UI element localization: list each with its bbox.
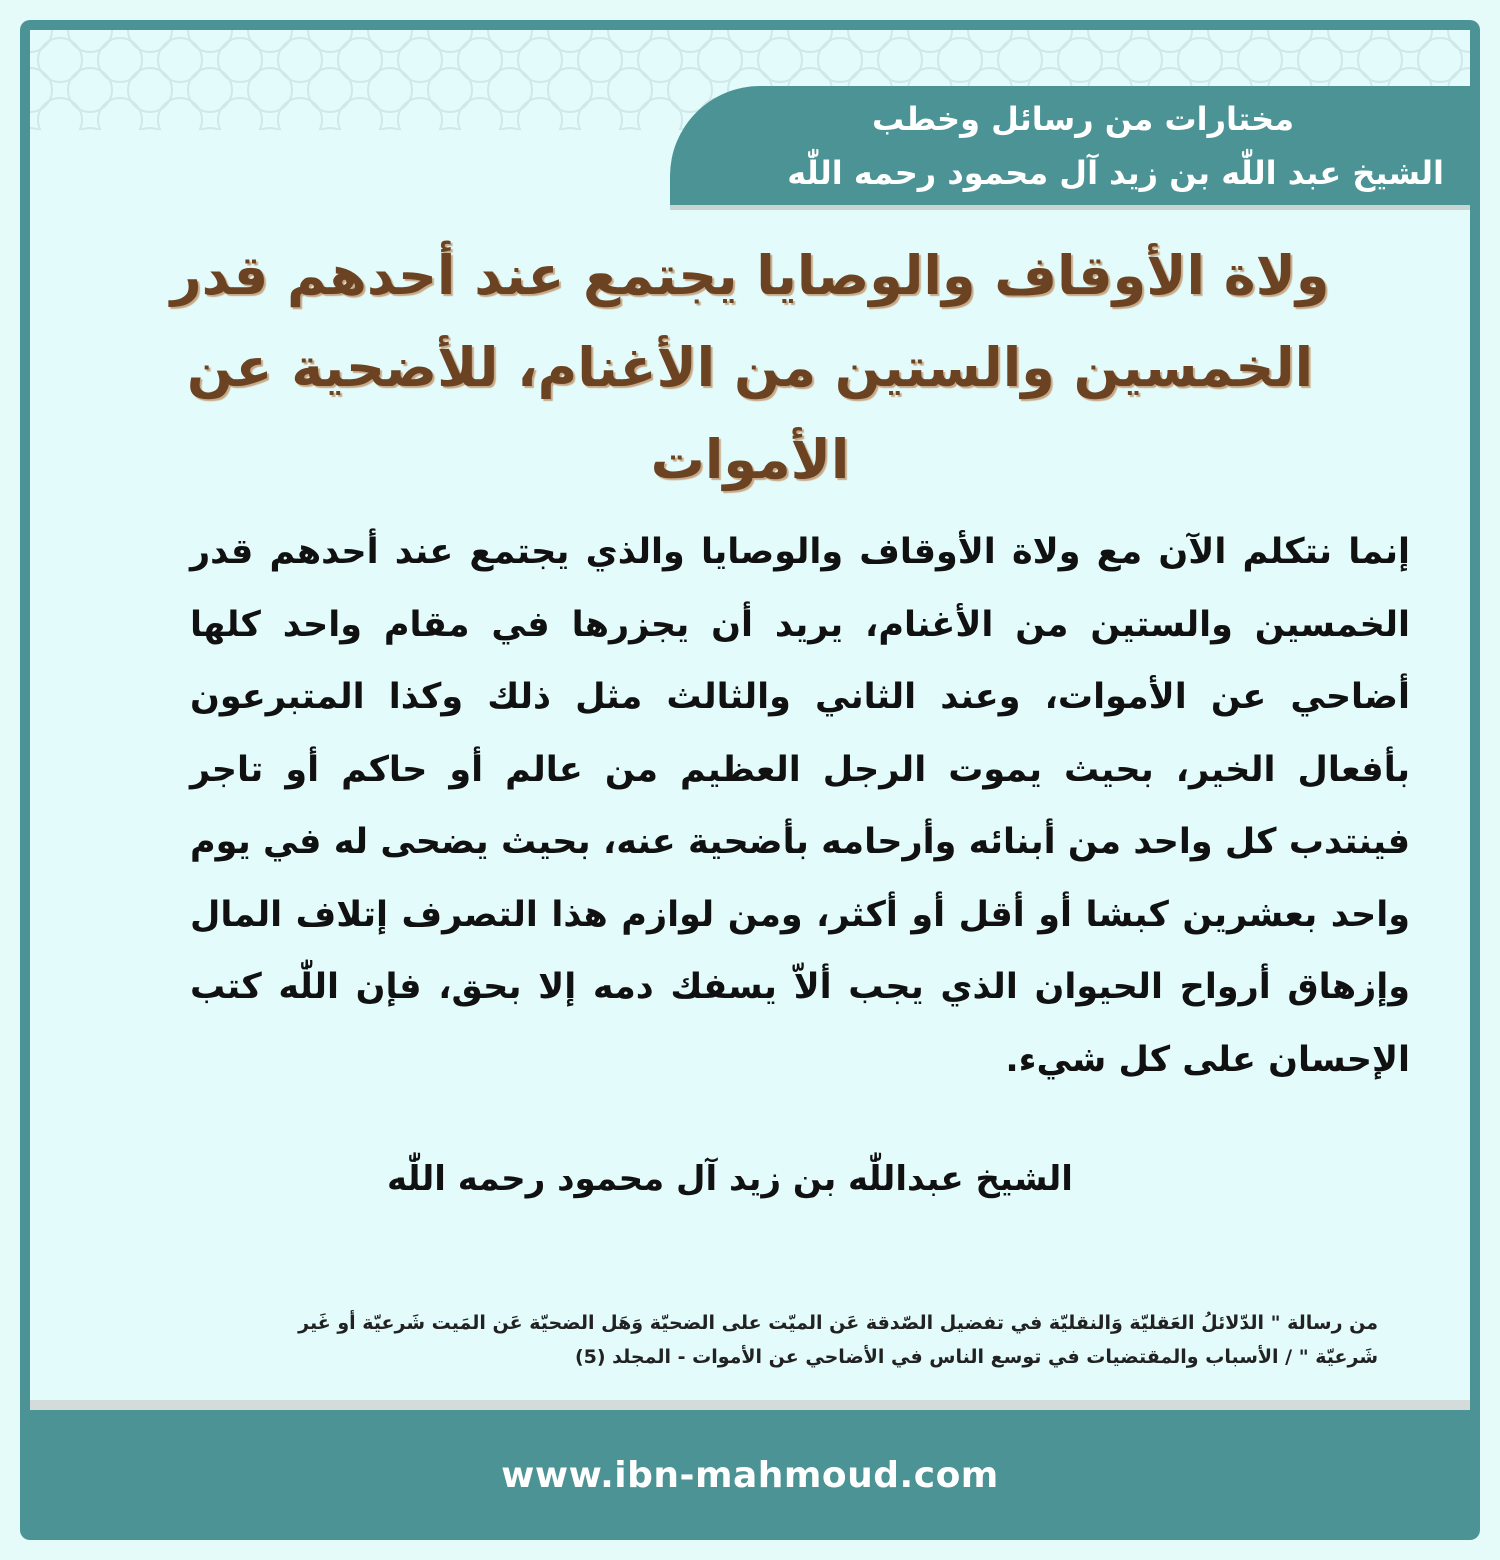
source-line-2: شَرعيّة " / الأسباب والمقتضيات في توسع الناس في الأضاحي عن الأموات - المجلد (5): [574, 1346, 1378, 1368]
divider: [30, 1400, 1470, 1410]
header-banner: [670, 86, 1470, 210]
source-line-1: من رسالة " الدّلائلُ العَقليّة وَالنقليّة في تفضيل الصّدقة عَن الميّت على الضحيّة وَهَل الضحيّة عَن المَيت شَرعيّة أو غَير: [298, 1312, 1378, 1334]
source-citation: [138, 1306, 1378, 1374]
website-link[interactable]: www.ibn-mahmoud.com: [501, 1454, 999, 1496]
page-title: ولاة الأوقاف والوصايا يجتمع عند أحدهم قدر الخمسين والستين من الأغنام، للأضحية عن الأموات: [170, 244, 1330, 491]
footer-bar: [20, 1410, 1480, 1540]
author-name: الشيخ عبد اللّٰه بن زيد آل محمود رحمه اللّٰه: [787, 154, 1444, 192]
series-title: مختارات من رسائل وخطب: [871, 100, 1294, 138]
content-panel: [30, 30, 1470, 1410]
body-paragraph: إنما نتكلم الآن مع ولاة الأوقاف والوصايا والذي يجتمع عند أحدهم قدر الخمسين والستين من الأغنام، يريد أن يجزرها في مقام واحد كلها أضاحي عن الأموات، وعند الثاني والثالث مثل ذلك وكذا المتبرعون بأفعال الخير، بحيث يموت الرجل العظيم من عالم أو حاكم أو تاجر فينتدب كل واحد من أبنائه وأرحامه بأضحية عنه، بحيث يضحى له في يوم واحد بعشرين كبشا أو أقل أو أكثر، ومن لوازم هذا التصرف إتلاف المال وإزهاق أرواح الحيوان الذي يجب ألاّ يسفك دمه إلا بحق، فإن اللّٰه كتب الإحسان على كل شيء.: [190, 532, 1410, 1080]
signature: الشيخ عبداللّٰه بن زيد آل محمود رحمه اللّٰه: [387, 1159, 1073, 1199]
page-frame: [20, 20, 1480, 1540]
